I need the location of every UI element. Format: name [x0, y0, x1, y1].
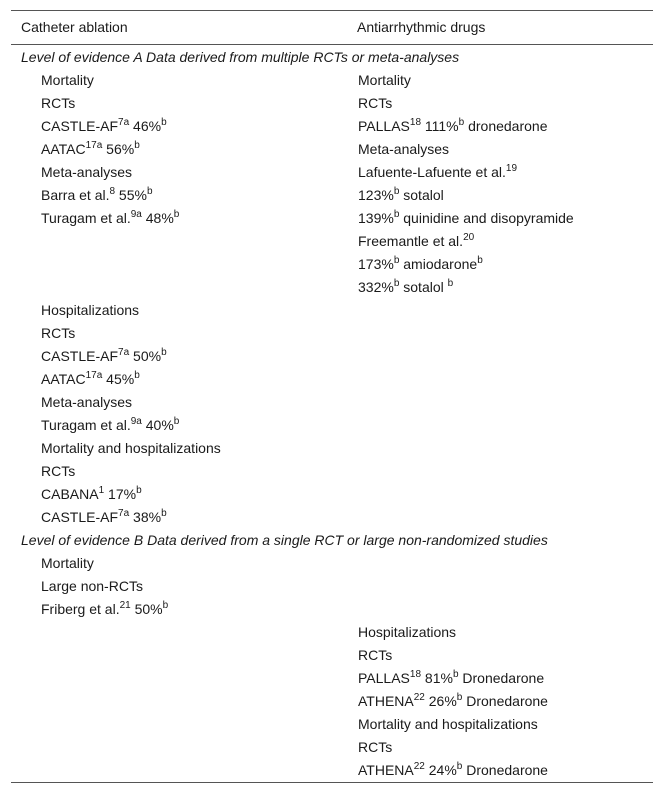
cell-text: 173% [358, 256, 394, 272]
catheter-ablation-cell [11, 598, 348, 621]
cell-text: Dronedarone [462, 762, 548, 778]
catheter-ablation-cell [11, 506, 348, 529]
cell-text: Turagam et al. [41, 210, 131, 226]
cell-text: 81% [421, 670, 453, 686]
cell-text: CASTLE-AF [41, 348, 119, 364]
table-row [11, 667, 653, 690]
catheter-ablation-cell [11, 207, 348, 230]
table-row [11, 345, 653, 368]
catheter-ablation-cell [11, 690, 348, 713]
footnote-superscript: b [393, 186, 400, 198]
table-row [11, 414, 653, 437]
catheter-ablation-cell [11, 414, 348, 437]
antiarrhythmic-drugs-cell [348, 207, 653, 230]
cell-text: amiodarone [399, 256, 478, 272]
footnote-superscript: b [162, 600, 169, 612]
cell-text: AATAC [41, 141, 86, 157]
cell-text: PALLAS [358, 118, 410, 134]
cell-text: 45% [102, 371, 135, 387]
catheter-ablation-cell [11, 552, 348, 575]
catheter-ablation-cell [11, 713, 348, 736]
antiarrhythmic-drugs-cell [348, 598, 653, 621]
antiarrhythmic-drugs-cell [348, 667, 653, 690]
catheter-ablation-cell [11, 460, 348, 483]
catheter-ablation-cell [11, 138, 348, 161]
header-catheter-ablation: Catheter ablation [21, 19, 128, 35]
cell-text: sotalol [399, 187, 444, 203]
antiarrhythmic-drugs-cell [348, 460, 653, 483]
level-a-label: Level of evidence A Data derived from multiple RCTs or meta-analyses [21, 49, 460, 65]
catheter-ablation-cell [11, 184, 348, 207]
table-body [11, 45, 653, 783]
catheter-ablation-cell [11, 759, 348, 783]
cell-text: 26% [424, 693, 457, 709]
cell-text: Mortality [41, 555, 94, 571]
catheter-ablation-cell [11, 345, 348, 368]
cell-text: Dronedarone [462, 693, 548, 709]
cell-text: sotalol [399, 279, 448, 295]
cell-text: 123% [358, 187, 394, 203]
cell-text: 46% [129, 118, 162, 134]
catheter-ablation-cell [11, 391, 348, 414]
table-row [11, 437, 653, 460]
footnote-superscript: 8 [109, 186, 116, 198]
footnote-superscript: b [458, 117, 465, 129]
cell-text: 17% [104, 486, 137, 502]
table-row [11, 253, 653, 276]
antiarrhythmic-drugs-cell [348, 621, 653, 644]
catheter-ablation-cell [11, 437, 348, 460]
table-header-row [11, 11, 653, 45]
cell-text: ATHENA [358, 693, 414, 709]
cell-text: RCTs [358, 95, 393, 111]
footnote-superscript: 9a [130, 416, 142, 428]
footnote-superscript: b [161, 347, 167, 359]
table-row [11, 299, 653, 322]
cell-text: 55% [115, 187, 147, 203]
catheter-ablation-cell [11, 299, 348, 322]
footnote-superscript: b [173, 209, 180, 221]
cell-text: CABANA [41, 486, 99, 502]
table-row [11, 322, 653, 345]
cell-text: RCTs [41, 325, 76, 341]
catheter-ablation-cell [11, 253, 348, 276]
antiarrhythmic-drugs-cell [348, 322, 653, 345]
cell-text: RCTs [358, 739, 393, 755]
table-row [11, 69, 653, 92]
footnote-superscript: 21 [119, 600, 131, 612]
footnote-superscript: 22 [413, 692, 425, 704]
cell-text: 332% [358, 279, 394, 295]
table-row [11, 690, 653, 713]
table-row [11, 391, 653, 414]
evidence-table [11, 10, 653, 783]
catheter-ablation-cell [11, 483, 348, 506]
antiarrhythmic-drugs-cell [348, 115, 653, 138]
cell-text: Hospitalizations [358, 624, 457, 640]
catheter-ablation-cell [11, 667, 348, 690]
antiarrhythmic-drugs-cell [348, 552, 653, 575]
antiarrhythmic-drugs-cell [348, 253, 653, 276]
cell-text: ATHENA [358, 762, 414, 778]
footnote-superscript: 17a [85, 140, 103, 152]
cell-text: Dronedarone [458, 670, 545, 686]
level-b-label: Level of evidence B Data derived from a single RCT or large non-randomized studies [21, 532, 548, 548]
footnote-superscript: 7a [118, 508, 130, 520]
footnote-superscript: b [393, 209, 400, 221]
footnote-superscript: b [456, 692, 463, 704]
footnote-superscript: b [134, 140, 140, 152]
catheter-ablation-cell [11, 115, 348, 138]
cell-text: Friberg et al. [41, 601, 120, 617]
cell-text: Lafuente-Lafuente et al. [358, 164, 506, 180]
antiarrhythmic-drugs-cell [348, 437, 653, 460]
cell-text: Mortality [41, 72, 94, 88]
table-row [11, 736, 653, 759]
footnote-superscript: 9a [130, 209, 142, 221]
catheter-ablation-cell [11, 621, 348, 644]
cell-text: quinidine and disopyramide [399, 210, 574, 226]
catheter-ablation-cell [11, 276, 348, 299]
cell-text: CASTLE-AF [41, 118, 119, 134]
antiarrhythmic-drugs-cell [348, 414, 653, 437]
cell-text: Mortality and hospitalizations [41, 440, 221, 456]
footnote-superscript: b [161, 117, 167, 129]
cell-text: Large non-RCTs [41, 578, 143, 594]
level-b-row [11, 529, 653, 552]
table-row [11, 506, 653, 529]
table-row [11, 575, 653, 598]
catheter-ablation-cell [11, 575, 348, 598]
footnote-superscript: 18 [409, 669, 422, 681]
catheter-ablation-cell [11, 161, 348, 184]
cell-text: Mortality and hospitalizations [358, 716, 538, 732]
table-row [11, 276, 653, 299]
footnote-superscript: 1 [98, 485, 105, 497]
footnote-superscript: 7a [118, 347, 130, 359]
footnote-superscript: 22 [413, 761, 425, 773]
cell-text: Meta-analyses [41, 394, 133, 410]
footnote-superscript: 17a [85, 370, 103, 382]
cell-text: Hospitalizations [41, 302, 140, 318]
catheter-ablation-cell [11, 644, 348, 667]
cell-text: 50% [129, 348, 162, 364]
footnote-superscript: b [161, 508, 167, 520]
cell-text: 111% [421, 118, 459, 134]
cell-text: AATAC [41, 371, 86, 387]
footnote-superscript: 18 [409, 117, 422, 129]
antiarrhythmic-drugs-cell [348, 575, 653, 598]
antiarrhythmic-drugs-cell [348, 138, 653, 161]
table-row [11, 115, 653, 138]
cell-text: RCTs [358, 647, 393, 663]
cell-text: Meta-analyses [41, 164, 133, 180]
antiarrhythmic-drugs-cell [348, 161, 653, 184]
antiarrhythmic-drugs-cell [348, 713, 653, 736]
footnote-superscript: b [393, 278, 400, 290]
catheter-ablation-cell [11, 92, 348, 115]
antiarrhythmic-drugs-cell [348, 368, 653, 391]
antiarrhythmic-drugs-cell [348, 230, 653, 253]
antiarrhythmic-drugs-cell [348, 299, 653, 322]
cell-text: Turagam et al. [41, 417, 131, 433]
header-antiarrhythmic-drugs: Antiarrhythmic drugs [357, 19, 486, 35]
cell-text: 48% [141, 210, 174, 226]
cell-text: 56% [102, 141, 135, 157]
table-row [11, 138, 653, 161]
cell-text: 38% [129, 509, 162, 525]
table-row [11, 460, 653, 483]
footnote-superscript: 20 [463, 232, 475, 244]
antiarrhythmic-drugs-cell [348, 69, 653, 92]
antiarrhythmic-drugs-cell [348, 506, 653, 529]
table-row [11, 207, 653, 230]
footnote-superscript: b [134, 370, 140, 382]
antiarrhythmic-drugs-cell [348, 759, 653, 783]
table-row [11, 621, 653, 644]
table-row [11, 713, 653, 736]
cell-text: RCTs [41, 95, 76, 111]
antiarrhythmic-drugs-cell [348, 276, 653, 299]
antiarrhythmic-drugs-cell [348, 644, 653, 667]
catheter-ablation-cell [11, 368, 348, 391]
table-row [11, 598, 653, 621]
antiarrhythmic-drugs-cell [348, 690, 653, 713]
table-row [11, 368, 653, 391]
catheter-ablation-cell [11, 322, 348, 345]
table-row [11, 552, 653, 575]
antiarrhythmic-drugs-cell [348, 92, 653, 115]
footnote-superscript: b [146, 186, 153, 198]
antiarrhythmic-drugs-cell [348, 345, 653, 368]
cell-text: Barra et al. [41, 187, 110, 203]
catheter-ablation-cell [11, 736, 348, 759]
table-row [11, 483, 653, 506]
cell-text: PALLAS [358, 670, 410, 686]
cell-text: 139% [358, 210, 394, 226]
cell-text: RCTs [41, 463, 76, 479]
antiarrhythmic-drugs-cell [348, 184, 653, 207]
table-row [11, 644, 653, 667]
table-row [11, 92, 653, 115]
table-row [11, 230, 653, 253]
cell-text: Mortality [358, 72, 411, 88]
footnote-superscript: b [173, 416, 180, 428]
level-a-row [11, 45, 653, 70]
footnote-superscript: b [393, 255, 400, 267]
table-row [11, 759, 653, 783]
antiarrhythmic-drugs-cell [348, 483, 653, 506]
footnote-superscript: 19 [505, 163, 518, 175]
cell-text: 40% [141, 417, 174, 433]
catheter-ablation-cell [11, 230, 348, 253]
cell-text: Freemantle et al. [358, 233, 464, 249]
footnote-superscript: b [136, 485, 142, 497]
footnote-superscript: b [477, 255, 483, 267]
cell-text: Meta-analyses [358, 141, 450, 157]
antiarrhythmic-drugs-cell [348, 391, 653, 414]
footnote-superscript: b [447, 278, 454, 290]
footnote-superscript: b [456, 761, 463, 773]
antiarrhythmic-drugs-cell [348, 736, 653, 759]
catheter-ablation-cell [11, 69, 348, 92]
footnote-superscript: 7a [118, 117, 130, 129]
cell-text: dronedarone [464, 118, 548, 134]
cell-text: 50% [130, 601, 163, 617]
footnote-superscript: b [452, 669, 459, 681]
table-row [11, 161, 653, 184]
table-row [11, 184, 653, 207]
cell-text: 24% [424, 762, 457, 778]
cell-text: CASTLE-AF [41, 509, 119, 525]
